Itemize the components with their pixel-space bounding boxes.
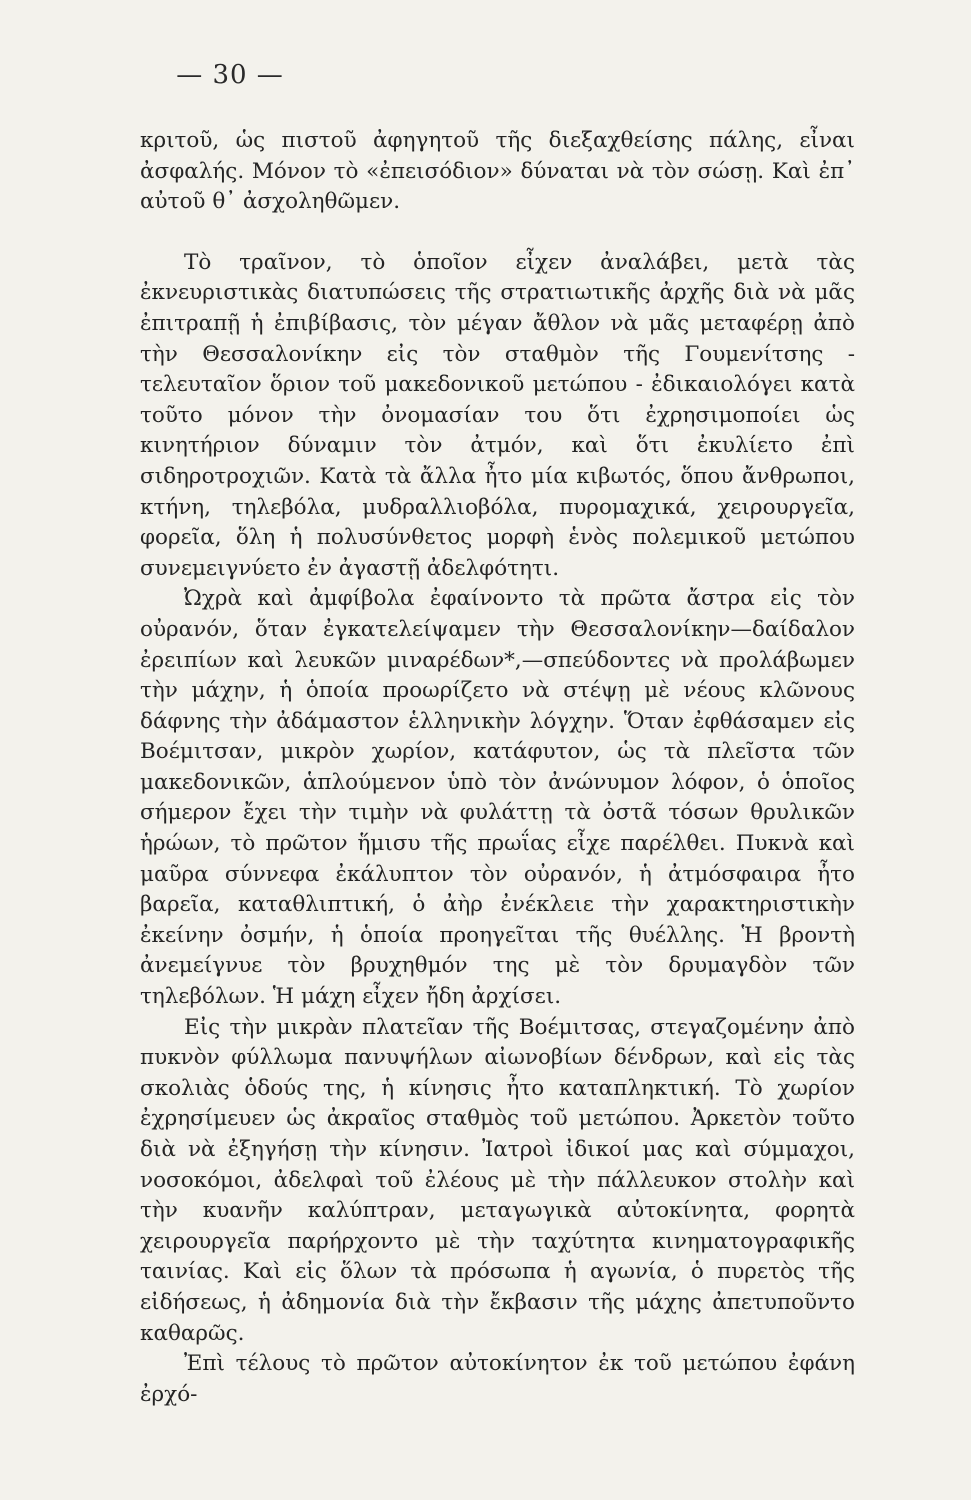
paragraph-4: Εἰς τὴν μικρὰν πλατεῖαν τῆς Βοέμιτσας, στεγαζομένην ἀπὸ πυκνὸν φύλλωμα πανυψήλων αἰωνοβίων δένδρων, καὶ εἰς τὰς σκολιὰς ὁδούς της, ἡ κίνησις ἦτο καταπληκτική. Τὸ χωρίον ἐχρησίμευεν ὡς ἀκραῖος σταθμὸς τοῦ μετώπου. Ἀρκετὸν τοῦτο διὰ νὰ ἐξηγήσῃ τὴν κίνησιν. Ἰατροὶ ἰδικοί μας καὶ σύμμαχοι, νοσοκόμοι, ἀδελφαὶ τοῦ ἐλέους μὲ τὴν πάλλευκον στολὴν καὶ τὴν κυανῆν καλύπτραν, μεταγωγικὰ αὐτοκίνητα, φορητὰ χειρουργεῖα παρήρχοντο μὲ τὴν ταχύτητα κινηματογραφικῆς ταινίας. Καὶ εἰς ὅλων τὰ πρόσωπα ἡ αγωνία, ὁ πυρετὸς τῆς εἰδήσεως, ἡ ἀδημονία διὰ τὴν ἔκβασιν τῆς μάχης ἀπετυποῦντο καθαρῶς. (140, 1014, 855, 1346)
paragraph-5: Ἐπὶ τέλους τὸ πρῶτον αὐτοκίνητον ἐκ τοῦ μετώπου ἐφάνη ἐρχό- (140, 1351, 855, 1407)
paragraph-1: κριτοῦ, ὡς πιστοῦ ἀφηγητοῦ τῆς διεξαχθείσης πάλης, εἶναι ἀσφαλής. Μόνον τὸ «ἐπεισόδιον» δύναται νὰ τὸν σώσῃ. Καὶ ἐπ᾽ αὐτοῦ θ᾽ ἀσχοληθῶμεν. (140, 128, 855, 215)
body-text (140, 126, 855, 1410)
paragraph-3: Ὠχρὰ καὶ ἀμφίβολα ἐφαίνοντο τὰ πρῶτα ἄστρα εἰς τὸν οὐρανόν, ὅταν ἐγκατελείψαμεν τὴν Θεσσαλονίκην—δαίδαλον ἐρειπίων καὶ λευκῶν μιναρέδων*,—σπεύδοντες νὰ προλάβωμεν τὴν μάχην, ἡ ὁποία προωρίζετο νὰ στέψῃ μὲ νέους κλῶνους δάφνης τὴν ἀδάμαστον ἑλληνικὴν λόγχην. Ὅταν ἐφθάσαμεν εἰς Βοέμιτσαν, μικρὸν χωρίον, κατάφυτον, ὡς τὰ πλεῖστα τῶν μακεδονικῶν, ἁπλούμενον ὑπὸ τὸν ἀνώνυμον λόφον, ὁ ὁποῖος σήμερον ἔχει τὴν τιμὴν νὰ φυλάττῃ τὰ ὀστᾶ τόσων θρυλικῶν ἡρώων, τὸ πρῶτον ἥμισυ τῆς πρωΐας εἶχε παρέλθει. Πυκνὰ καὶ μαῦρα σύννεφα ἐκάλυπτον τὸν οὐρανόν, ἡ ἀτμόσφαιρα ἦτο βαρεῖα, καταθλιπτική, ὁ ἀὴρ ἐνέκλειε τὴν χαρακτηριστικὴν ἐκείνην ὀσμήν, ἡ ὁποία προηγεῖται τῆς θυέλλης. Ἡ βροντὴ ἀνεμείγνυε τὸν βρυχηθμόν της μὲ τὸν δρυμαγδὸν τῶν τηλεβόλων. Ἡ μάχη εἶχεν ἤδη ἀρχίσει. (140, 586, 855, 1010)
paragraph-2: Τὸ τραῖνον, τὸ ὁποῖον εἶχεν ἀναλάβει, μετὰ τὰς ἐκνευριστικὰς διατυπώσεις τῆς στρατιωτικῆς ἀρχῆς διὰ νὰ μᾶς ἐπιτραπῇ ἡ ἐπιβίβασις, τὸν μέγαν ἄθλον νὰ μᾶς μεταφέρῃ ἀπὸ τὴν Θεσσαλονίκην εἰς τὸν σταθμὸν τῆς Γουμενίτσης - τελευταῖον ὅριον τοῦ μακεδονικοῦ μετώπου - ἐδικαιολόγει κατὰ τοῦτο μόνον τὴν ὀνομασίαν του ὅτι ἐχρησιμοποίει ὡς κινητήριον δύναμιν τὸν ἀτμόν, καὶ ὅτι ἐκυλίετο ἐπὶ σιδηροτροχιῶν. Κατὰ τὰ ἄλλα ἦτο μία κιβωτός, ὅπου ἄνθρωποι, κτήνη, τηλεβόλα, μυδραλλιοβόλα, πυρομαχικά, χειρουργεῖα, φορεῖα, ὅλη ἡ πολυσύνθετος μορφὴ ἑνὸς πολεμικοῦ μετώπου συνεμειγνύετο ἐν ἀγαστῇ ἀδελφότητι. (140, 249, 855, 581)
page-number: — 30 — (176, 60, 284, 90)
